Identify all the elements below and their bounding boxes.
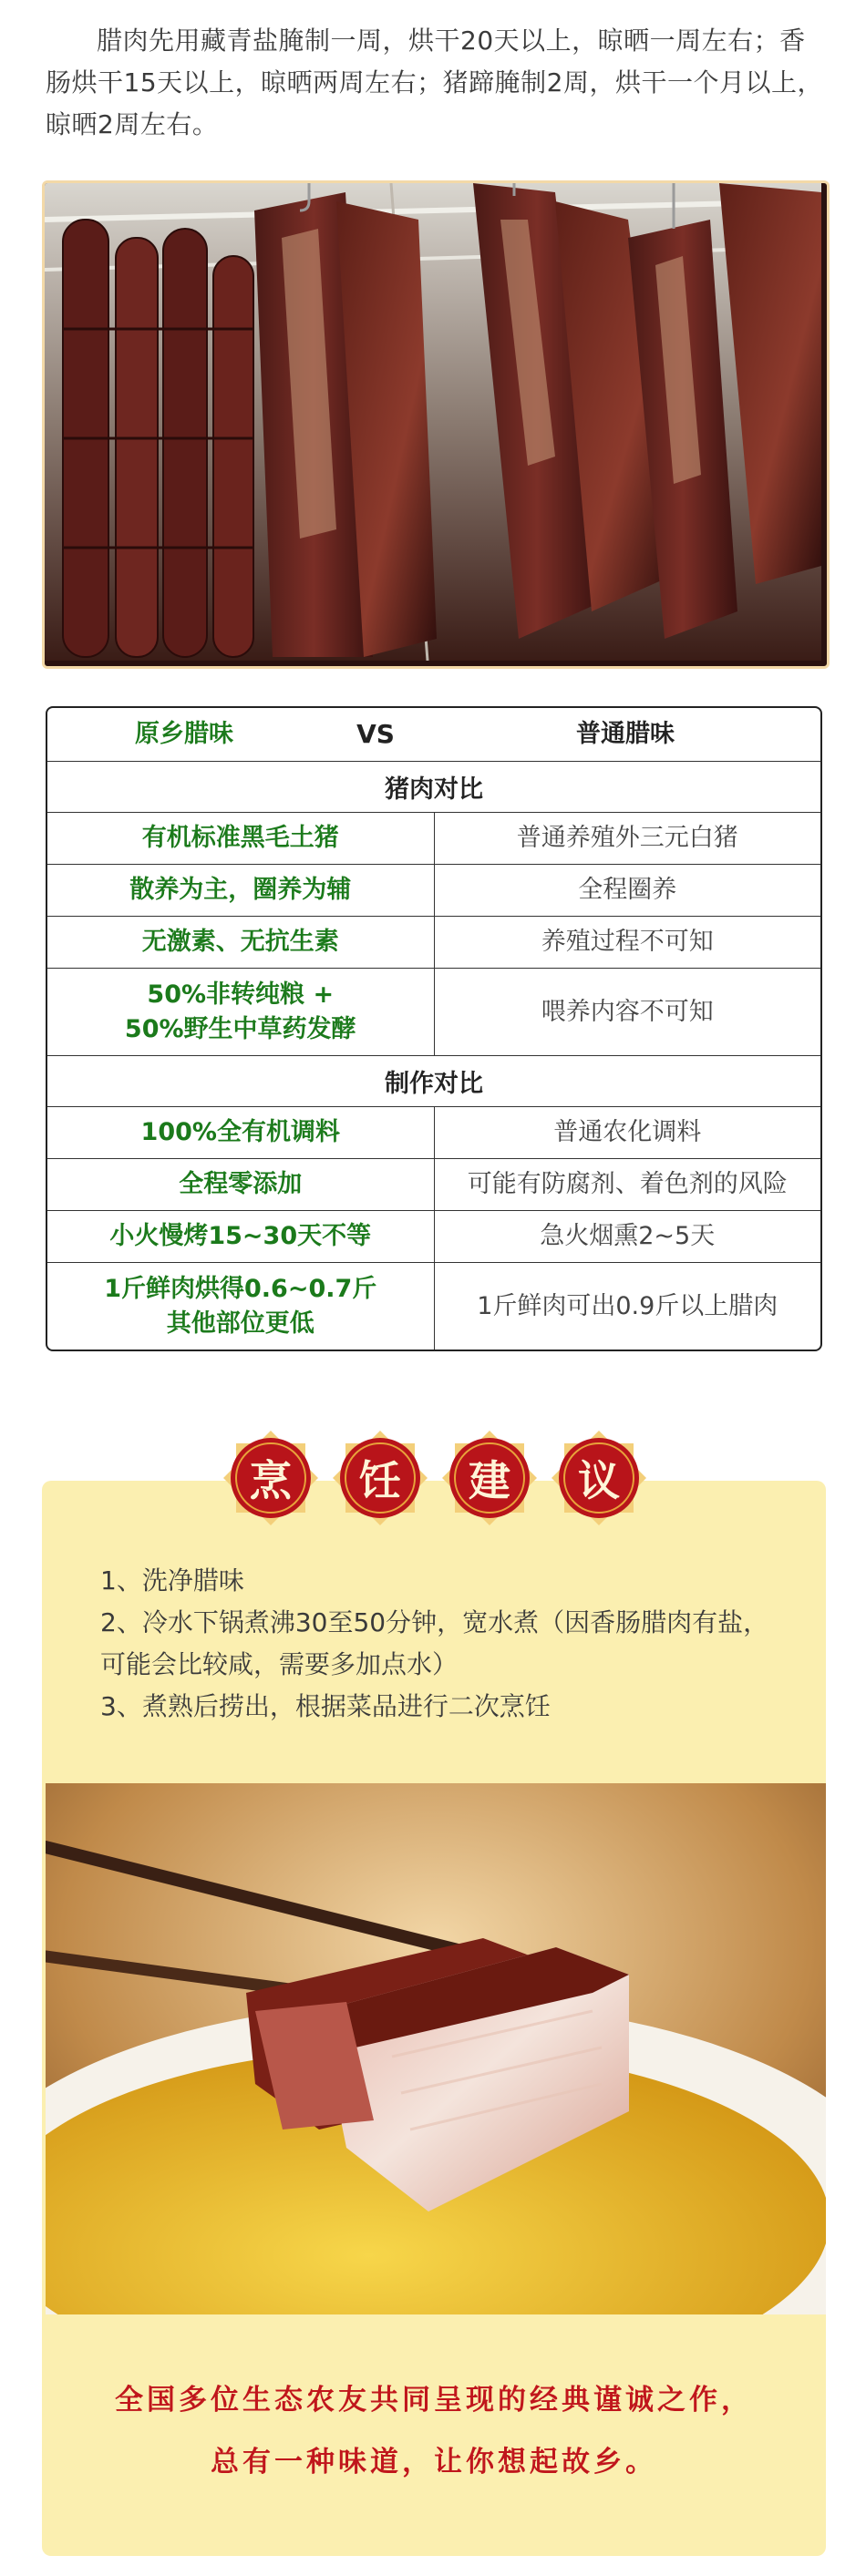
comparison-table xyxy=(46,706,822,1351)
heading-badge-char: 烹 xyxy=(250,1456,292,1505)
table-row xyxy=(47,968,820,1055)
header-local-cured-meat: 原乡腊味 xyxy=(135,720,233,748)
cured-meat-illustration xyxy=(45,183,821,661)
section-title-production: 制作对比 xyxy=(47,1055,820,1106)
header-ordinary-cured-meat: 普通腊味 xyxy=(576,720,675,748)
table-cell-left xyxy=(47,969,435,1055)
heading-badge xyxy=(331,1429,429,1527)
table-cell-right: 喂养内容不可知 xyxy=(541,997,714,1026)
heading-badge xyxy=(222,1429,320,1527)
heading-badge xyxy=(550,1429,648,1527)
table-row xyxy=(47,864,820,916)
cooking-step: 3、煮熟后捞出，根据菜品进行二次烹饪 xyxy=(100,1691,551,1721)
table-cell-left: 散养为主，圈养为辅 xyxy=(47,865,435,916)
table-cell-right: 1斤鲜肉可出0.9斤以上腊肉 xyxy=(477,1291,778,1320)
section-title-pork: 猪肉对比 xyxy=(47,761,820,812)
table-cell-left: 有机标准黑毛土猪 xyxy=(47,813,435,864)
table-cell-line: 其他部位更低 xyxy=(166,1309,314,1338)
table-cell-left: 无激素、无抗生素 xyxy=(47,917,435,968)
table-cell-right: 急火烟熏2~5天 xyxy=(540,1222,716,1250)
cooked-cured-meat-photo xyxy=(46,1783,826,2314)
table-row xyxy=(47,1210,820,1262)
table-row xyxy=(47,1106,820,1158)
cooking-steps-list xyxy=(100,1560,793,1728)
table-cell-right: 普通养殖外三元白猪 xyxy=(516,824,738,852)
table-row xyxy=(47,916,820,968)
table-cell-line: 50%非转纯粮 + xyxy=(147,980,335,1009)
table-cell-left xyxy=(47,1263,435,1350)
table-cell-line: 1斤鲜肉烘得0.6~0.7斤 xyxy=(104,1274,377,1303)
table-cell-right: 全程圈养 xyxy=(578,876,677,904)
heading-badge-char: 议 xyxy=(578,1456,620,1505)
table-cell-right: 普通农化调料 xyxy=(553,1118,702,1146)
cooking-step: 1、洗净腊味 xyxy=(100,1565,244,1596)
table-row xyxy=(47,1262,820,1350)
closing-line: 全国多位生态农友共同呈现的经典谨诚之作， xyxy=(115,2384,753,2417)
cured-meat-hanging-photo xyxy=(42,180,830,669)
table-row xyxy=(47,812,820,864)
table-cell-line: 50%野生中草药发酵 xyxy=(124,1014,356,1043)
cooking-suggestion-heading xyxy=(222,1429,650,1529)
heading-badge-char: 饪 xyxy=(359,1456,401,1505)
chopsticks-meat-illustration xyxy=(46,1783,826,2314)
table-header-row xyxy=(47,708,820,761)
table-cell-right: 养殖过程不可知 xyxy=(541,928,714,956)
closing-line: 总有一种味道，让你想起故乡。 xyxy=(211,2446,657,2479)
table-cell-left: 100%全有机调料 xyxy=(47,1107,435,1158)
table-cell-right: 可能有防腐剂、着色剂的风险 xyxy=(467,1170,788,1198)
cooking-step: 2、冷水下锅煮沸30至50分钟，宽水煮（因香肠腊肉有盐，可能会比较咸，需要多加点水） xyxy=(100,1607,769,1679)
table-cell-left: 小火慢烤15~30天不等 xyxy=(47,1211,435,1262)
heading-badge xyxy=(440,1429,539,1527)
heading-badge-char: 建 xyxy=(469,1456,510,1505)
table-cell-left: 全程零添加 xyxy=(47,1159,435,1210)
intro-paragraph: 腊肉先用藏青盐腌制一周，烘干20天以上，晾晒一周左右；香肠烘干15天以上，晾晒两周左右；猪蹄腌制2周，烘干一个月以上，晾晒2周左右。 xyxy=(46,26,823,139)
header-vs: VS xyxy=(356,719,395,749)
table-row xyxy=(47,1158,820,1210)
closing-slogan xyxy=(42,2369,826,2493)
